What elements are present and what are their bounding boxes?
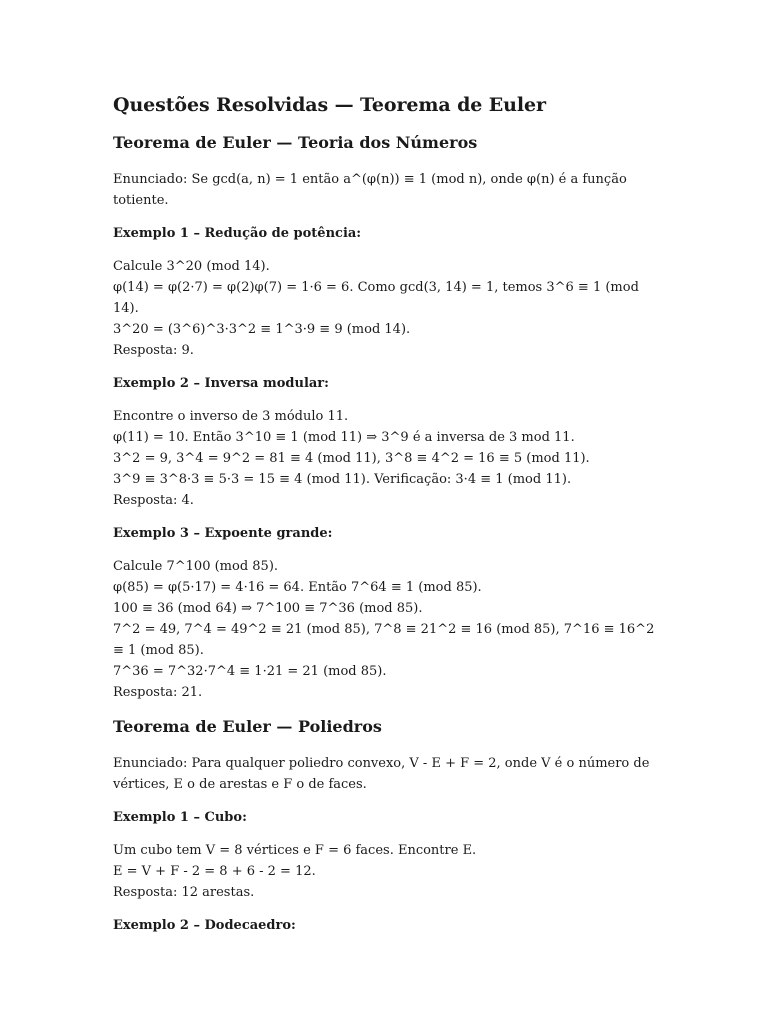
example-line: φ(11) = 10. Então 3^10 ≡ 1 (mod 11) ⇒ 3^9 é a inversa de 3 mod 11.: [113, 430, 575, 445]
example-line: 100 ≡ 36 (mod 64) ⇒ 7^100 ≡ 7^36 (mod 85).: [113, 601, 423, 616]
example-body: [113, 406, 658, 511]
example-block: [113, 808, 658, 903]
example-block: [113, 524, 658, 703]
section-heading: Teorema de Euler — Teoria dos Números: [113, 133, 478, 152]
example-answer: Resposta: 21.: [113, 685, 203, 700]
example-line: Um cubo tem V = 8 vértices e F = 6 faces. Encontre E.: [113, 843, 477, 858]
document-title: Questões Resolvidas — Teorema de Euler: [113, 94, 546, 116]
example-answer: Resposta: 9.: [113, 343, 194, 358]
example-title: Exemplo 3 – Expoente grande:: [113, 526, 333, 541]
example-title: Exemplo 1 – Cubo:: [113, 810, 247, 825]
example-line: Encontre o inverso de 3 módulo 11.: [113, 409, 349, 424]
example-answer: Resposta: 12 arestas.: [113, 885, 255, 900]
example-body: [113, 840, 658, 903]
example-line: 7^2 = 49, 7^4 = 49^2 ≡ 21 (mod 85), 7^8 ≡ 21^2 ≡ 16 (mod 85), 7^16 ≡ 16^2 ≡ 1 (mod 85).: [113, 622, 655, 658]
example-answer: Resposta: 4.: [113, 493, 194, 508]
example-line: 3^2 = 9, 3^4 = 9^2 = 81 ≡ 4 (mod 11), 3^8 ≡ 4^2 = 16 ≡ 5 (mod 11).: [113, 451, 590, 466]
example-title: Exemplo 2 – Inversa modular:: [113, 376, 329, 391]
document-page: [113, 92, 658, 948]
example-line: φ(85) = φ(5·17) = 4·16 = 64. Então 7^64 ≡ 1 (mod 85).: [113, 580, 482, 595]
example-title: Exemplo 1 – Redução de potência:: [113, 226, 362, 241]
example-line: φ(14) = φ(2·7) = φ(2)φ(7) = 1·6 = 6. Como gcd(3, 14) = 1, temos 3^6 ≡ 1 (mod 14).: [113, 280, 639, 316]
example-body: [113, 556, 658, 703]
example-line: 7^36 = 7^32·7^4 ≡ 1·21 = 21 (mod 85).: [113, 664, 387, 679]
example-line: Calcule 7^100 (mod 85).: [113, 559, 279, 574]
example-line: 3^20 = (3^6)^3·3^2 ≡ 1^3·9 ≡ 9 (mod 14).: [113, 322, 411, 337]
section-number-theory: [113, 132, 658, 703]
example-block: [113, 374, 658, 511]
example-line: Calcule 3^20 (mod 14).: [113, 259, 270, 274]
section-statement: Enunciado: Para qualquer poliedro convexo, V - E + F = 2, onde V é o número de vértices, E o de arestas e F o de faces.: [113, 756, 650, 792]
example-block: [113, 224, 658, 361]
section-polyhedra: [113, 716, 658, 936]
example-body: [113, 256, 658, 361]
example-line: E = V + F - 2 = 8 + 6 - 2 = 12.: [113, 864, 316, 879]
example-block: [113, 916, 658, 936]
example-title: Exemplo 2 – Dodecaedro:: [113, 918, 296, 933]
example-line: 3^9 ≡ 3^8·3 ≡ 5·3 = 15 ≡ 4 (mod 11). Verificação: 3·4 ≡ 1 (mod 11).: [113, 472, 572, 487]
section-heading: Teorema de Euler — Poliedros: [113, 717, 382, 736]
section-statement: Enunciado: Se gcd(a, n) = 1 então a^(φ(n)) ≡ 1 (mod n), onde φ(n) é a função totiente.: [113, 172, 627, 208]
